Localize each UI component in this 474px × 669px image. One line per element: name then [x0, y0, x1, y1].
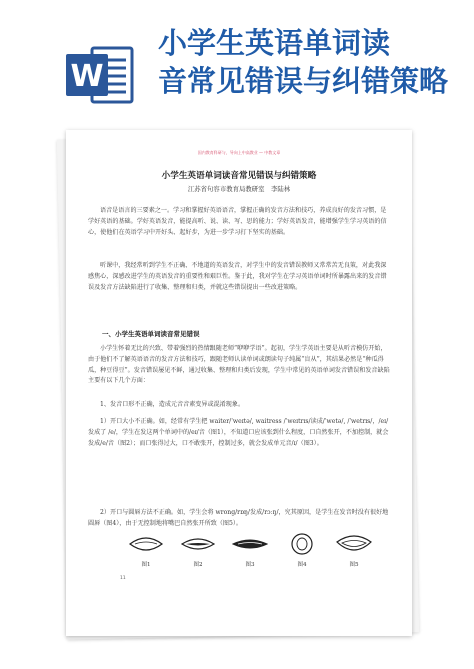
figure-4-label: 图4: [297, 562, 307, 568]
paragraph-3: 小学生怀着无比的兴致、带着强烈的热情跟随老师“咿咿学语”。起初，学生学英语主要是从听音模仿开始，由于他们不了解英语语音的发音方法和技巧，跟随老师认读单词或朗读句子纯属“盲从”，其结果必然是“种瓜得瓜，种豆得豆”。发音错误屡见不鲜，通过收集、整理和归类后发现，学生中常见的英语单词发音错误和发音缺陷主要有以下几个方面：: [88, 345, 390, 385]
page-number: 11: [120, 576, 126, 581]
figure-3: [230, 530, 270, 568]
author-line: 江苏省句容市教育局教研室 李陆林: [187, 185, 291, 193]
figure-1-label: 图1: [141, 562, 151, 568]
running-head: 国内教育科研与，导向上中高教业 — 中教文章: [197, 150, 281, 155]
subheading-1: 1、发音口形不正确，造成元音音素变异或混淆现象。: [100, 401, 245, 408]
mouth-shape-1-icon: [126, 530, 166, 558]
mouth-shape-figures: [126, 530, 376, 570]
figure-2: [178, 530, 218, 568]
banner-title-line2: 音常见错误与纠错策略: [158, 64, 449, 98]
document-page[interactable]: [66, 130, 412, 636]
logo-letter: W: [70, 59, 104, 94]
paragraph-2: 听课中，我经常听到学生不正确、不地道的英语发音，对学生中的发音错误教师又常常苦无良策，对此我深感焦心，深感改进学生的英语发音的重要性和艰巨性。鉴于此，我对学生在学习英语单词时所暴露出来的发音错误及发音方法缺陷进行了收集、整理和归类，并就这些错误提出一些改进策略。: [88, 262, 387, 291]
figure-1: [126, 530, 166, 568]
banner-title: [158, 24, 468, 100]
mouth-shape-2-icon: [178, 530, 218, 558]
figure-5-label: 图5: [349, 562, 359, 568]
section-heading: 一、小学生英语单词读音常见错误: [102, 330, 200, 338]
word-document-icon: [66, 42, 136, 108]
figure-4: [282, 530, 322, 568]
paragraph-1: 语音是语言的三要素之一。学习和掌握好英语语音，掌握正确的发音方法和技巧，养成良好的发音习惯，是学好英语的基础。学好英语发音，能提高听、说、读、写、思的能力；学好英语发音，能增强学生学习英语的信心，使他们在英语学习中开好头、起好步，为进一步学习打下坚实的基础。: [88, 207, 387, 236]
banner-title-line1: 小学生英语单词读: [158, 26, 391, 60]
mouth-shape-3-icon: [230, 530, 270, 558]
figure-2-label: 图2: [193, 562, 203, 568]
figure-3-label: 图3: [245, 562, 255, 568]
figure-5: [334, 530, 374, 568]
subheading-2: 2）开口与圆唇方法不正确。如，学生会将 wrong/rɒŋ/发成/rɔːŋ/，究其原因，是学生在发音时没有很好地圆唇（图4），由于无控制地将嘴巴自然张开所致（图5）。: [88, 509, 389, 527]
banner: [0, 0, 474, 150]
paragraph-4: 1）开口大小不正确。如，经常有学生把 waiter/ˈweɪtə/, waitress /ˈweɪtrɪs/读成/ˈwetə/, /ˈwetrɪs/，/eɪ/ 发成了 /e/，学生在发这两个单词中的/eɪ/音（图1），不知道口应该张到什么程度，口自然张开，不加控制，就会发成/e/音（图2）；而口张得过大，口不敢张开，控制过多，就会发成单元音/ɪ/（图3）。: [88, 418, 389, 447]
article-title: 小学生英语单词读音常见错误与纠错策略: [161, 171, 317, 181]
mouth-shape-5-icon: [334, 530, 374, 558]
mouth-shape-4-icon: [282, 530, 322, 558]
